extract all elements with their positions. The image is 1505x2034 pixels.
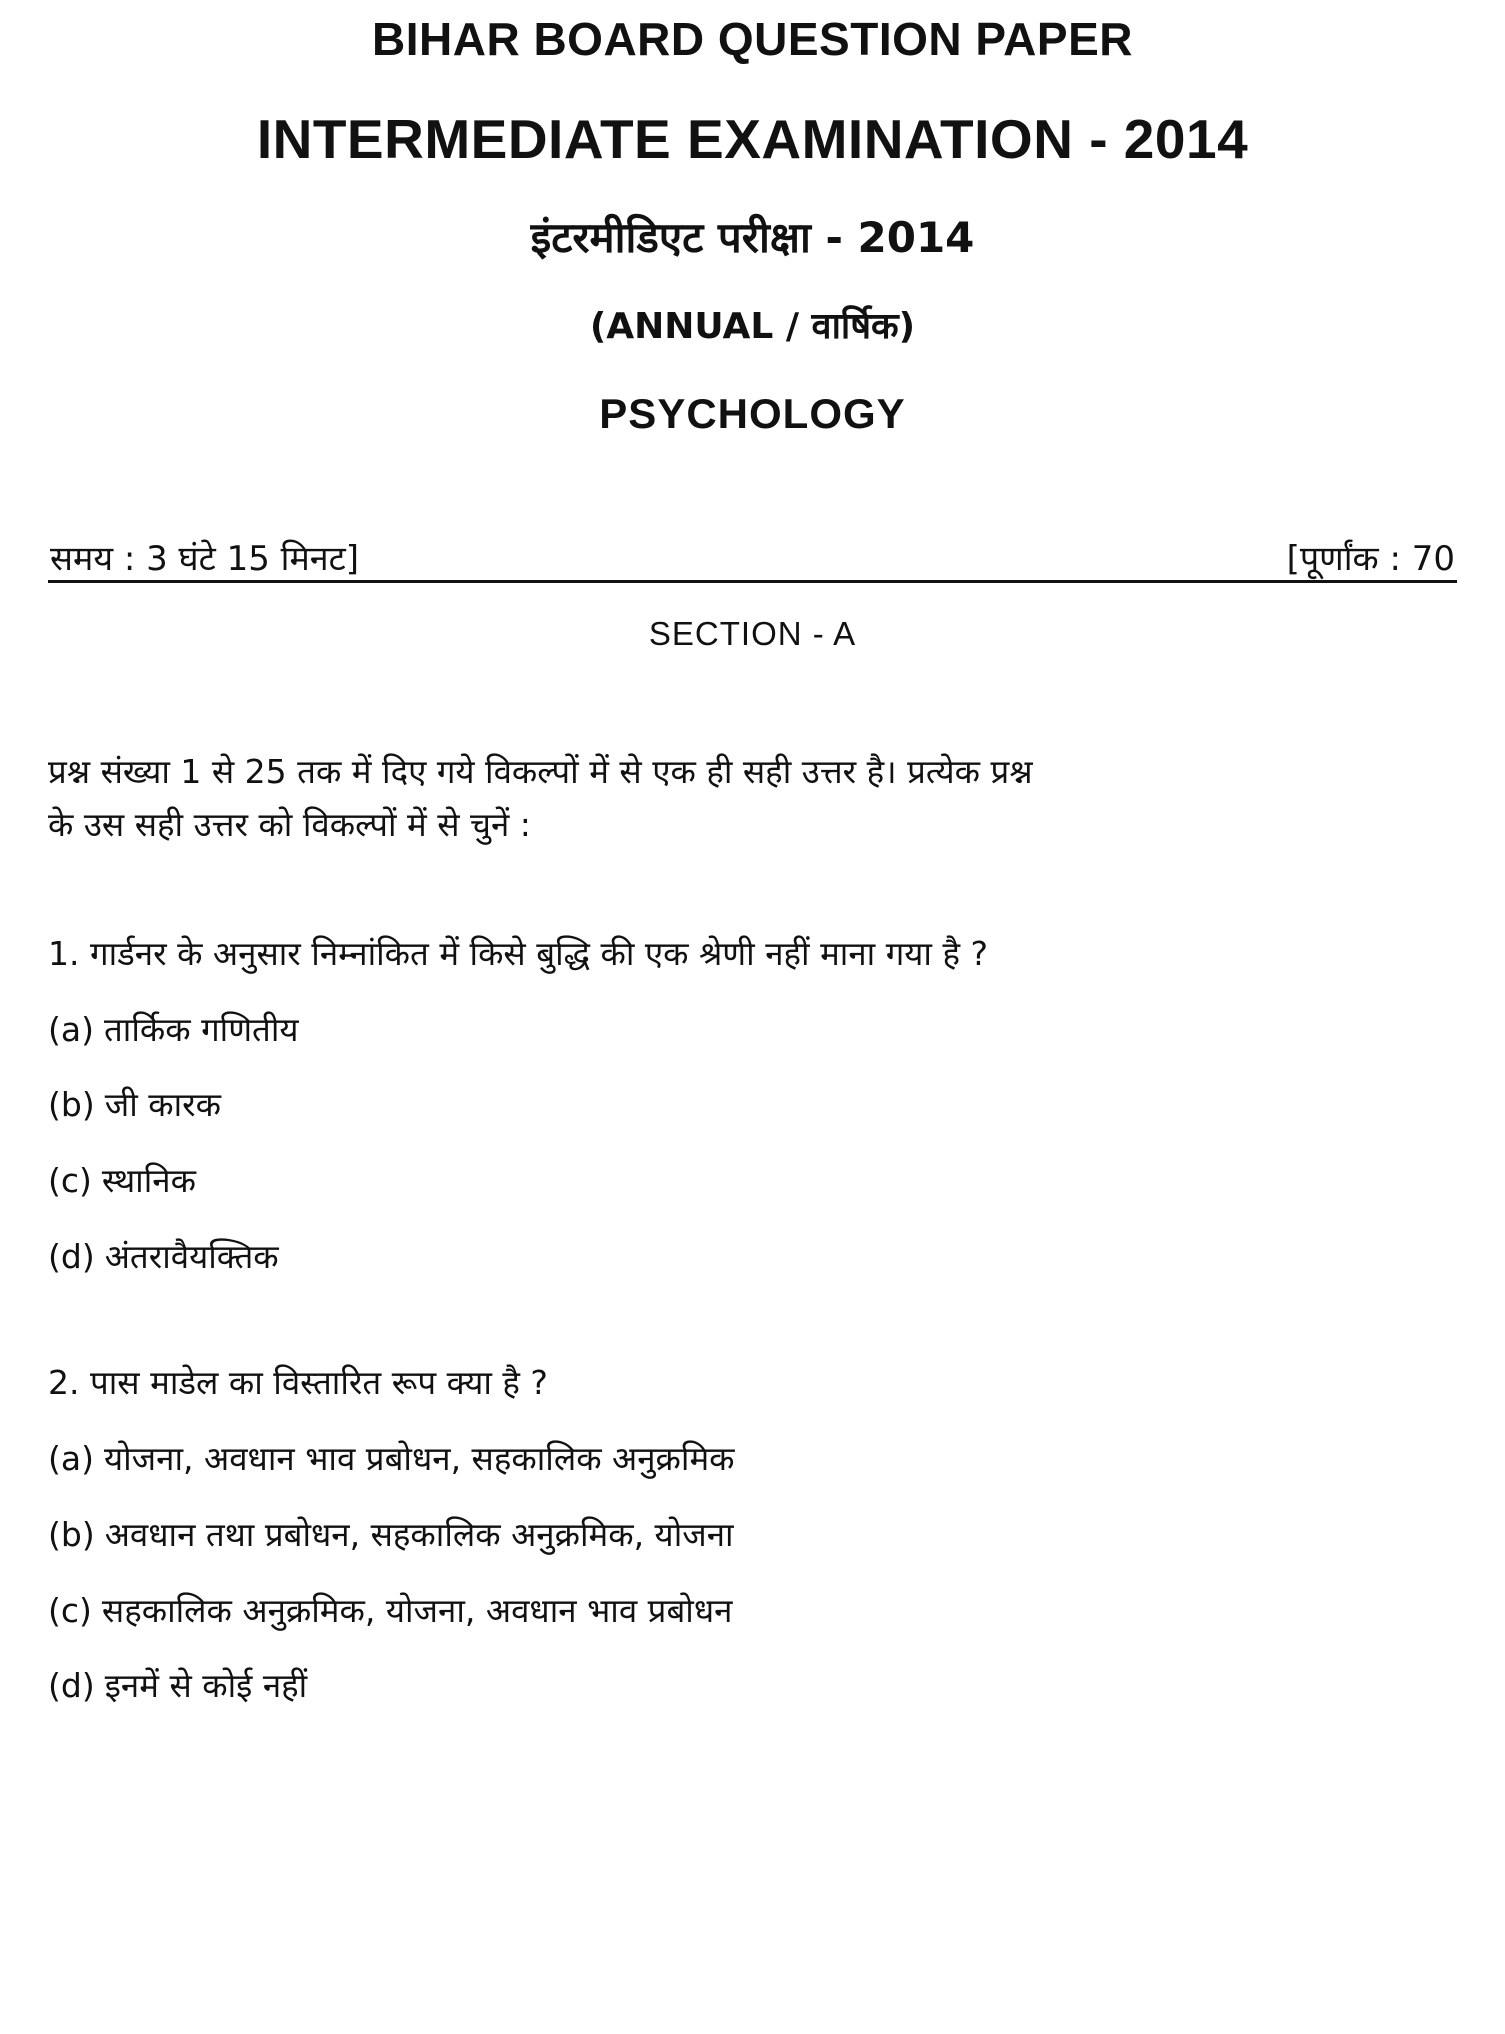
full-marks: [पूर्णांक : 70 bbox=[1285, 534, 1457, 580]
option-text: तार्किक गणितीय bbox=[103, 1009, 299, 1049]
question-2-options bbox=[48, 1435, 1457, 1710]
exam-title-hindi: इंटरमीडिएट परीक्षा - 2014 bbox=[530, 213, 975, 263]
question-1 bbox=[48, 930, 1457, 1281]
time-and-marks-row bbox=[48, 529, 1457, 587]
subject-title: PSYCHOLOGY bbox=[599, 389, 906, 437]
question-1-text bbox=[48, 930, 1457, 978]
option-text: अवधान तथा प्रबोधन, सहकालिक अनुक्रमिक, योजना bbox=[104, 1514, 734, 1554]
question-2-text bbox=[48, 1359, 1457, 1407]
question-1-option-c[interactable] bbox=[48, 1157, 1457, 1205]
option-text: इनमें से कोई नहीं bbox=[104, 1666, 308, 1706]
option-label: (d) bbox=[48, 1666, 95, 1706]
option-text: योजना, अवधान भाव प्रबोधन, सहकालिक अनुक्रमिक bbox=[103, 1438, 735, 1478]
option-label: (d) bbox=[48, 1237, 95, 1277]
option-text: स्थानिक bbox=[101, 1161, 196, 1201]
question-2-number: 2. bbox=[48, 1362, 80, 1402]
question-1-option-a[interactable] bbox=[48, 1006, 1457, 1054]
question-2-option-a[interactable] bbox=[48, 1435, 1457, 1483]
question-1-option-d[interactable] bbox=[48, 1233, 1457, 1281]
horizontal-rule bbox=[48, 580, 1457, 583]
option-label: (b) bbox=[48, 1514, 95, 1554]
time-allowed: समय : 3 घंटे 15 मिनट] bbox=[48, 534, 361, 580]
question-1-body: गार्डनर के अनुसार निम्नांकित में किसे बुद्धि की एक श्रेणी नहीं माना गया है ? bbox=[90, 933, 988, 973]
option-label: (c) bbox=[48, 1590, 92, 1630]
question-1-options bbox=[48, 1006, 1457, 1281]
option-text: सहकालिक अनुक्रमिक, योजना, अवधान भाव प्रबोधन bbox=[101, 1590, 733, 1630]
option-label: (c) bbox=[48, 1161, 92, 1201]
question-2 bbox=[48, 1359, 1457, 1710]
question-2-body: पास माडेल का विस्तारित रूप क्या है ? bbox=[90, 1362, 548, 1402]
exam-type: (ANNUAL / वार्षिक) bbox=[589, 306, 916, 348]
option-text: जी कारक bbox=[104, 1085, 221, 1125]
question-2-option-c[interactable] bbox=[48, 1587, 1457, 1635]
section-heading: SECTION - A bbox=[648, 614, 857, 652]
board-title: BIHAR BOARD QUESTION PAPER bbox=[372, 13, 1133, 65]
instructions-line-2: के उस सही उत्तर को विकल्पों में से चुनें : bbox=[48, 805, 531, 845]
question-1-option-b[interactable] bbox=[48, 1081, 1457, 1129]
question-1-number: 1. bbox=[48, 933, 80, 973]
option-label: (a) bbox=[48, 1009, 94, 1049]
exam-title-english: INTERMEDIATE EXAMINATION - 2014 bbox=[256, 107, 1249, 170]
question-2-option-b[interactable] bbox=[48, 1511, 1457, 1559]
option-label: (a) bbox=[48, 1438, 94, 1478]
instructions-paragraph bbox=[48, 745, 1457, 852]
instructions-line-1: प्रश्न संख्या 1 से 25 तक में दिए गये विकल्पों में से एक ही सही उत्तर है। प्रत्येक प्रश्न bbox=[48, 751, 1033, 791]
option-label: (b) bbox=[48, 1085, 95, 1125]
question-2-option-d[interactable] bbox=[48, 1662, 1457, 1710]
option-text: अंतरावैयक्तिक bbox=[104, 1237, 279, 1277]
